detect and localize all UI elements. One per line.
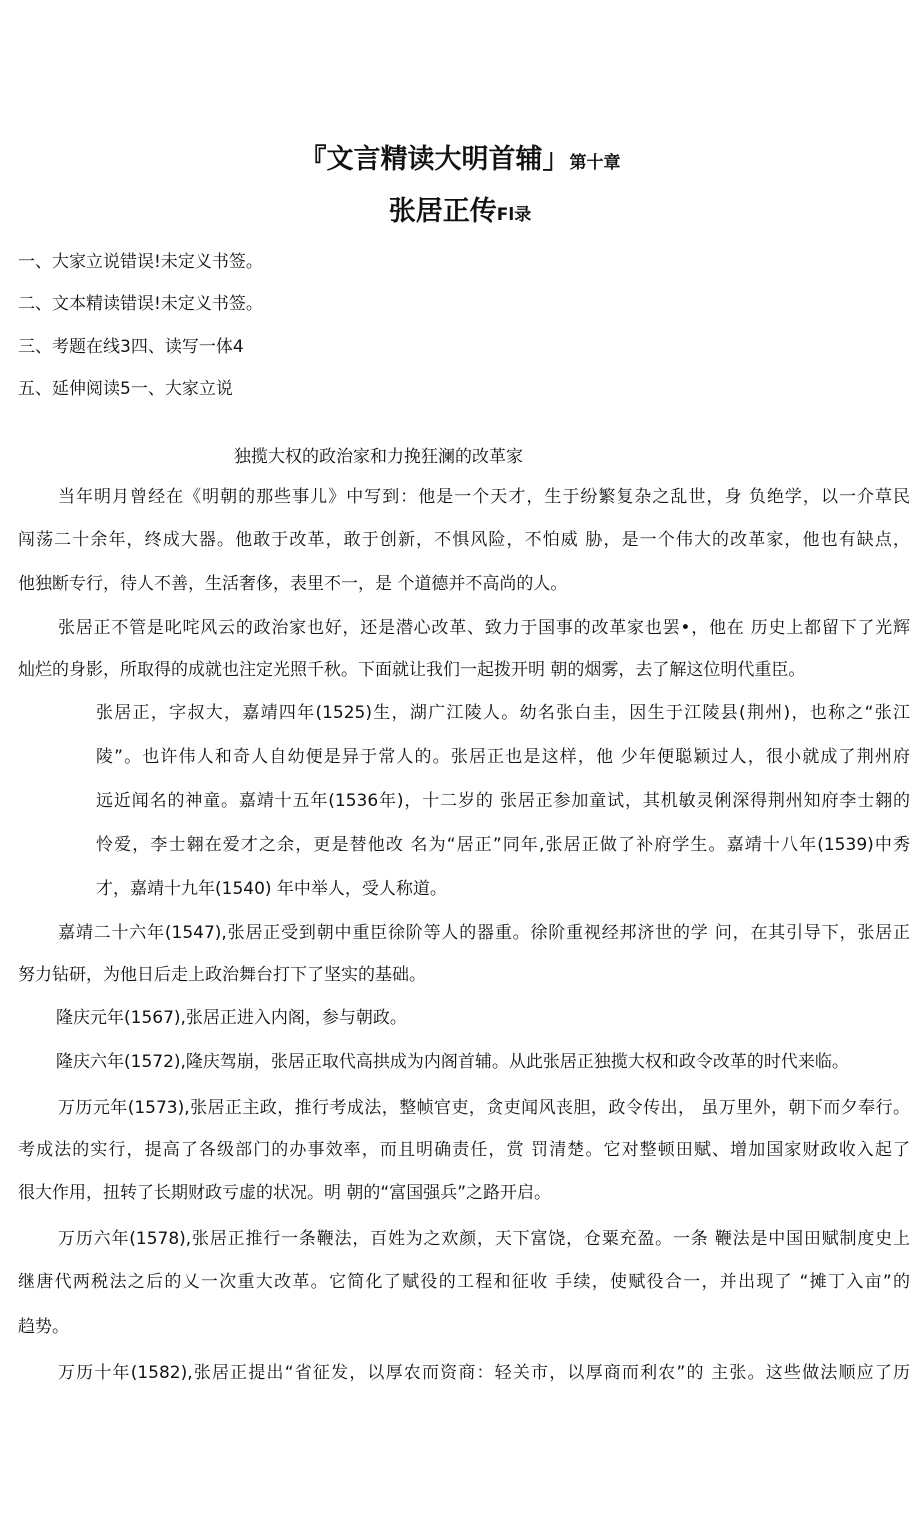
toc-item[interactable]: 三、考题在线3四、读写一体4	[18, 337, 244, 357]
title-main: 『文言精读大明首辅」	[299, 144, 570, 175]
title-chapter: 第十章	[569, 153, 621, 173]
paragraph-line: 考成法的实行，提高了各级部门的办事效率，而且明确责任，赏 罚清楚。它对整顿田赋、增加国家财政收入起了	[18, 1140, 910, 1160]
paragraph-line: 当年明月曾经在《明朝的那些事儿》中写到：他是一个天才，生于纷繁复杂之乱世，身 负绝学，以一介草民	[58, 487, 910, 507]
document-title	[0, 143, 920, 180]
paragraph-line: 趋势。	[18, 1317, 69, 1337]
toc-item[interactable]: 二、文本精读错误!未定义书签。	[18, 294, 263, 314]
paragraph-line: 远近闻名的神童。嘉靖十五年(1536年)，十二岁的 张居正参加童试，其机敏灵俐深得荆州知府李士翱的	[96, 791, 910, 811]
paragraph-line: 怜爱，李士翱在爱才之余，更是替他改 名为“居正”同年,张居正做了补府学生。嘉靖十八年(1539)中秀	[96, 835, 910, 855]
section-heading: 独揽大权的政治家和力挽狂澜的改革家	[234, 447, 523, 467]
paragraph-line: 万历元年(1573),张居正主政，推行考成法，整帧官吏，贪吏闻风丧胆，政令传出， 虽万里外，朝下而夕奉行。	[58, 1098, 910, 1118]
paragraph-line: 张居正，字叔大，嘉靖四年(1525)生，湖广江陵人。幼名张白圭，因生于江陵县(荆州)，也称之“张江	[96, 703, 910, 723]
paragraph-line: 隆庆元年(1567),张居正进入内阁，参与朝政。	[56, 1008, 407, 1028]
paragraph-line: 万历六年(1578),张居正推行一条鞭法，百姓为之欢颜，天下富饶，仓粟充盈。一条 鞭法是中国田赋制度史上	[58, 1229, 910, 1249]
paragraph-line: 才，嘉靖十九年(1540) 年中举人，受人称道。	[96, 879, 447, 899]
paragraph-line: 陵”。也许伟人和奇人自幼便是异于常人的。张居正也是这样，他 少年便聪颖过人，很小就成了荆州府	[96, 747, 910, 767]
toc-item[interactable]: 五、延伸阅读5一、大家立说	[18, 379, 233, 399]
paragraph-line: 努力钻研，为他日后走上政治舞台打下了坚实的基础。	[18, 965, 426, 985]
paragraph-line: 很大作用，扭转了长期财政亏虚的状况。明 朝的“富国强兵”之路开启。	[18, 1183, 552, 1203]
subtitle-suffix: Fl录	[496, 205, 532, 225]
subtitle-main: 张居正传	[388, 196, 497, 227]
paragraph-line: 闯荡二十余年，终成大器。他敢于改革，敢于创新，不惧风险，不怕威 胁，是一个伟大的改革家，他也有缺点，	[18, 530, 910, 550]
document-subtitle	[0, 195, 920, 232]
paragraph-line: 张居正不管是叱咤风云的政治家也好，还是潜心改革、致力于国事的改革家也罢•，他在 历史上都留下了光辉	[58, 618, 910, 638]
paragraph-line: 他独断专行，待人不善，生活奢侈，表里不一，是 个道德并不高尚的人。	[18, 574, 568, 594]
toc-item[interactable]: 一、大家立说错误!未定义书签。	[18, 252, 263, 272]
paragraph-line: 灿烂的身影，所取得的成就也注定光照千秋。下面就让我们一起拨开明 朝的烟雾，去了解这位明代重臣。	[18, 660, 806, 680]
paragraph-line: 嘉靖二十六年(1547),张居正受到朝中重臣徐阶等人的器重。徐阶重视经邦济世的学 问，在其引导下，张居正	[58, 923, 910, 943]
paragraph-line: 继唐代两税法之后的乂一次重大改革。它简化了赋役的工程和征收 手续，使赋役合一，并出现了 “摊丁入亩”的	[18, 1272, 910, 1292]
paragraph-line: 万历十年(1582),张居正提出“省征发，以厚农而资商：轻关市，以厚商而利农”的 主张。这些做法顺应了历	[58, 1363, 910, 1383]
paragraph-line: 隆庆六年(1572),隆庆驾崩，张居正取代高拱成为内阁首辅。从此张居正独揽大权和政令改革的时代来临。	[56, 1052, 849, 1072]
